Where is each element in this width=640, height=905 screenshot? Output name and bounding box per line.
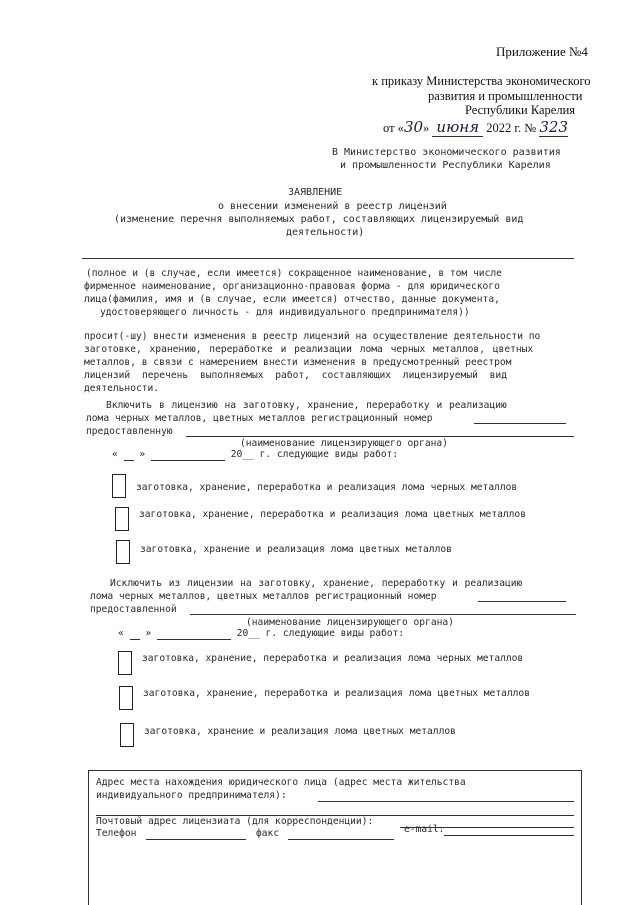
include-month-field[interactable] <box>151 449 225 461</box>
exclude-reg-number-field[interactable] <box>478 601 566 602</box>
address-field-1[interactable] <box>318 801 574 802</box>
include-quote-open: « <box>112 449 118 460</box>
include-day-field[interactable] <box>124 449 134 461</box>
email-field[interactable] <box>444 835 574 836</box>
exclude-org-field[interactable] <box>190 614 576 615</box>
phone-field[interactable] <box>146 839 246 840</box>
include-org-field[interactable] <box>186 436 574 437</box>
exclude-option-3: заготовка, хранение и реализация лома цветных металлов <box>144 726 456 737</box>
title-line-4: деятельности) <box>286 227 365 238</box>
request-line-3: металлов, в связи с намерением внести изменения в предусмотренный реестром <box>84 357 512 368</box>
recipient-line-1: В Министерство экономического развития <box>332 147 561 158</box>
order-number: 323 <box>539 118 569 136</box>
include-option-1: заготовка, хранение, переработка и реализация лома черных металлов <box>136 482 518 493</box>
exclude-quote-open: « <box>118 628 124 639</box>
exclude-option-2-checkbox[interactable] <box>119 686 133 710</box>
include-option-1-checkbox[interactable] <box>112 474 126 498</box>
applicant-hint-1: (полное и (в случае, если имеется) сокращенное наименование, в том числе <box>86 268 502 279</box>
include-option-3: заготовка, хранение и реализация лома цветных металлов <box>140 544 452 555</box>
date-day: 30 <box>403 118 424 136</box>
email-label: e-mail: <box>404 824 445 835</box>
postal-address-label: Почтовый адрес лицензиата (для корреспонденции): <box>96 816 374 827</box>
include-org-hint: (наименование лицензирующего органа) <box>240 438 448 449</box>
order-date <box>383 118 568 137</box>
include-option-3-checkbox[interactable] <box>116 540 130 564</box>
include-line-2: лома черных металлов, цветных металлов регистрационный номер <box>86 413 433 424</box>
fax-field[interactable] <box>288 839 394 840</box>
fax-label: факс <box>256 828 280 839</box>
exclude-option-1-checkbox[interactable] <box>118 651 132 675</box>
applicant-name-field[interactable] <box>82 258 574 259</box>
include-line-3: предоставленную <box>86 426 173 437</box>
applicant-hint-4: удостоверяющего личность - для индивидуального предпринимателя)) <box>100 307 470 318</box>
title-line-3: (изменение перечня выполняемых работ, составляющих лицензируемый вид <box>114 214 524 225</box>
date-month: июня <box>432 118 483 137</box>
exclude-option-1: заготовка, хранение, переработка и реализация лома черных металлов <box>142 653 524 664</box>
date-prefix: от « <box>383 121 404 135</box>
document-title: ЗАЯВЛЕНИЕ <box>288 187 343 198</box>
request-line-1: просит(-шу) внести изменения в реестр лицензий на осуществление деятельности по <box>84 331 541 342</box>
exclude-date-row <box>118 628 404 640</box>
exclude-org-hint: (наименование лицензирующего органа) <box>246 617 454 628</box>
exclude-line-1: Исключить из лицензии на заготовку, хранение, переработку и реализацию <box>110 578 523 589</box>
address-line-2: индивидуального предпринимателя): <box>96 790 287 801</box>
order-line-1: к приказу Министерства экономического <box>372 74 591 88</box>
include-date-row <box>112 449 398 461</box>
include-option-2: заготовка, хранение, переработка и реализация лома цветных металлов <box>139 509 526 520</box>
date-mid: » <box>423 121 430 135</box>
exclude-day-field[interactable] <box>130 628 140 640</box>
address-line-1: Адрес места нахождения юридического лица (адрес места жительства <box>96 777 466 788</box>
include-option-2-checkbox[interactable] <box>115 507 129 531</box>
exclude-line-2: лома черных металлов, цветных металлов регистрационный номер <box>90 591 437 602</box>
appendix-label: Приложение №4 <box>496 44 588 59</box>
exclude-year: 20__ г. следующие виды работ: <box>236 628 405 639</box>
applicant-hint-3: лица(фамилия, имя и (в случае, если имеется) отчество, данные документа, <box>84 294 500 305</box>
include-year: 20__ г. следующие виды работ: <box>230 449 399 460</box>
exclude-option-2: заготовка, хранение, переработка и реализация лома цветных металлов <box>143 688 530 699</box>
include-quote-close: » <box>139 449 146 460</box>
order-line-3: Республики Карелия <box>465 103 576 117</box>
request-line-2: заготовке, хранению, переработке и реализации лома черных металлов, цветных <box>84 344 534 355</box>
request-line-4: лицензий перечень выполняемых работ, составляющих лицензируемый вид <box>84 370 507 381</box>
exclude-line-3: предоставленной <box>90 604 177 615</box>
phone-label: Телефон <box>96 828 137 839</box>
date-year: 2022 г. № <box>486 121 537 135</box>
recipient-line-2: и промышленности Республики Карелия <box>340 160 551 171</box>
include-reg-number-field[interactable] <box>474 423 566 424</box>
include-line-1: Включить в лицензию на заготовку, хранение, переработку и реализацию <box>106 400 507 411</box>
exclude-quote-close: » <box>145 628 152 639</box>
request-line-5: деятельности. <box>84 383 160 394</box>
applicant-hint-2: фирменное наименование, организационно-правовая форма - для юридического <box>84 281 500 292</box>
exclude-option-3-checkbox[interactable] <box>120 723 134 747</box>
order-line-2: развития и промышленности <box>428 89 583 103</box>
exclude-month-field[interactable] <box>157 628 231 640</box>
title-line-2: о внесении изменений в реестр лицензий <box>218 201 447 212</box>
